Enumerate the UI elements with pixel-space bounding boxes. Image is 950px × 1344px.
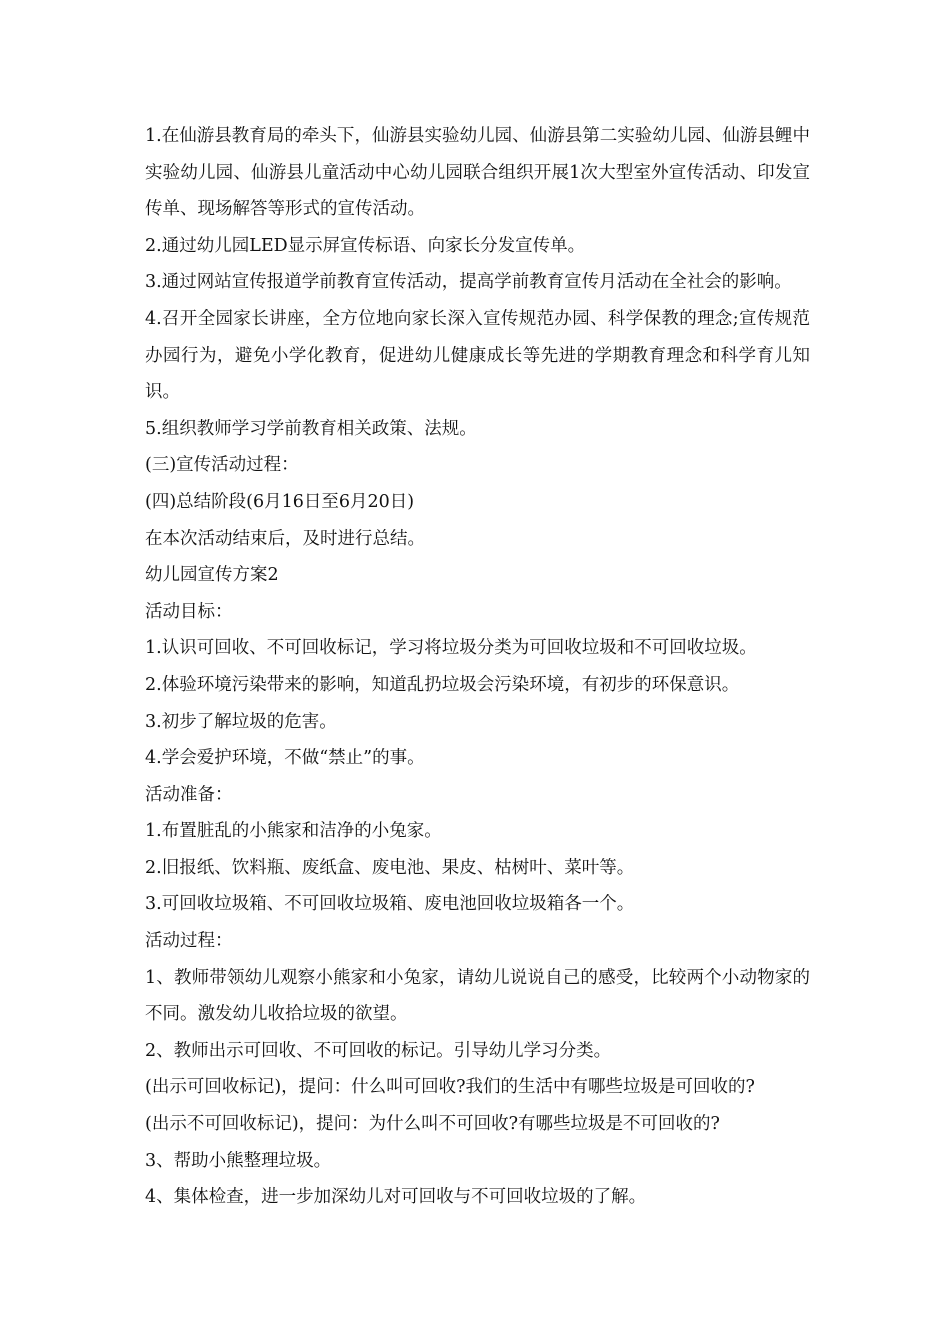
paragraph-summary: 在本次活动结束后，及时进行总结。 [145,528,425,549]
process-2-question-a: (出示可回收标记)，提问：什么叫可回收?我们的生活中有哪些垃圾是可回收的? [145,1077,755,1098]
document-body [145,118,810,1216]
paragraph-3: 3.通过网站宣传报道学前教育宣传活动，提高学前教育宣传月活动在全社会的影响。 [145,272,792,293]
process-2-question-b: (出示不可回收标记)，提问：为什么叫不可回收?有哪些垃圾是不可回收的? [145,1114,720,1135]
process-4: 4、集体检查，进一步加深幼儿对可回收与不可回收垃圾的了解。 [145,1187,647,1208]
plan-title: 幼儿园宣传方案2 [145,565,279,586]
section-heading-process: (三)宣传活动过程： [145,455,299,476]
heading-process: 活动过程： [145,931,233,952]
paragraph-2: 2.通过幼儿园LED显示屏宣传标语、向家长分发宣传单。 [145,235,586,256]
preparation-2: 2.旧报纸、饮料瓶、废纸盒、废电池、果皮、枯树叶、菜叶等。 [145,857,635,878]
paragraph-5: 5.组织教师学习学前教育相关政策、法规。 [145,418,477,439]
paragraph-1: 1.在仙游县教育局的牵头下，仙游县实验幼儿园、仙游县第二实验幼儿园、仙游县鲤中实验幼儿园、仙游县儿童活动中心幼儿园联合组织开展1次大型室外宣传活动、印发宣传单、现场解答等形式的宣传活动。 [145,126,810,220]
goal-3: 3.初步了解垃圾的危害。 [145,711,337,732]
process-3: 3、帮助小熊整理垃圾。 [145,1150,332,1171]
heading-preparation: 活动准备： [145,784,233,805]
paragraph-4: 4.召开全园家长讲座，全方位地向家长深入宣传规范办园、科学保教的理念;宣传规范办园行为，避免小学化教育，促进幼儿健康成长等先进的学期教育理念和科学育儿知识。 [145,308,810,403]
process-2: 2、教师出示可回收、不可回收的标记。引导幼儿学习分类。 [145,1040,612,1061]
preparation-3: 3.可回收垃圾箱、不可回收垃圾箱、废电池回收垃圾箱各一个。 [145,894,635,915]
preparation-1: 1.布置脏乱的小熊家和洁净的小兔家。 [145,821,442,842]
section-heading-summary: (四)总结阶段(6月16日至6月20日) [145,491,415,512]
goal-1: 1.认识可回收、不可回收标记，学习将垃圾分类为可回收垃圾和不可回收垃圾。 [145,638,757,659]
heading-goals: 活动目标： [145,601,233,622]
goal-4: 4.学会爱护环境，不做“禁止”的事。 [145,748,425,769]
process-1: 1、教师带领幼儿观察小熊家和小兔家，请幼儿说说自己的感受，比较两个小动物家的不同。激发幼儿收拾垃圾的欲望。 [145,967,810,1025]
goal-2: 2.体验环境污染带来的影响，知道乱扔垃圾会污染环境，有初步的环保意识。 [145,674,740,695]
